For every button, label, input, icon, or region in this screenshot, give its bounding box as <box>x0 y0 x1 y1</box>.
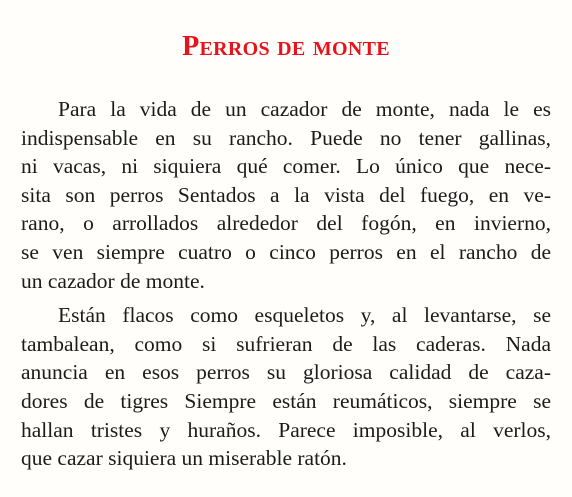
text-line: que cazar siquiera un miserable ratón. <box>21 446 347 471</box>
text-line: rano, o arrollados alrededor del fogón, en invierno, <box>21 211 551 236</box>
text-line: indispensable en su rancho. Puede no tener gallinas, <box>21 125 551 150</box>
text-line: Están flacos como esqueletos y, al levantarse, se <box>58 303 551 328</box>
text-line: tambalean, como si sufrieran de las caderas. Nada <box>21 331 551 356</box>
paragraph-1 <box>21 95 551 295</box>
text-line: se ven siempre cuatro o cinco perros en el rancho de <box>21 239 551 264</box>
body-text <box>21 95 551 473</box>
text-line: Para la vida de un cazador de monte, nada le es <box>58 97 551 121</box>
text-line: anuncia en esos perros su gloriosa calidad de caza- <box>21 360 551 385</box>
text-line: hallan tristes y huraños. Parece imposible, al verlos, <box>21 417 551 442</box>
text-line: sita son perros Sentados a la vista del fuego, en ve- <box>21 182 551 207</box>
text-line: dores de tigres Siempre están reumáticos, siempre se <box>21 388 551 413</box>
text-line: ni vacas, ni siquiera qué comer. Lo único que nece- <box>21 154 551 179</box>
text-line: un cazador de monte. <box>21 268 205 293</box>
page-title: Perros de monte <box>182 31 390 62</box>
paragraph-2 <box>21 301 551 473</box>
